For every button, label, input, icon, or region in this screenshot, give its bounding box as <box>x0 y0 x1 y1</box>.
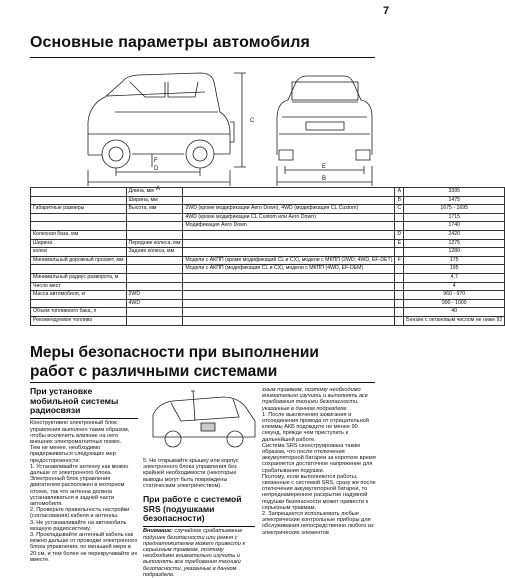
dim-letter <box>395 273 404 282</box>
table-row <box>31 239 505 248</box>
dim-label-d: D <box>154 166 159 172</box>
dim-letter <box>395 291 404 300</box>
param-sub <box>126 222 183 231</box>
param-value: 1740 <box>404 222 505 231</box>
dim-letter: C <box>395 205 404 214</box>
table-row <box>31 273 505 282</box>
param-name <box>31 196 127 205</box>
dim-letter <box>395 222 404 231</box>
param-sub <box>126 308 183 317</box>
heading-underline <box>143 526 255 527</box>
param-detail <box>183 299 395 308</box>
srs-text: 1. После выключения зажигания и отсоединения провода от отрицательной клеммы АКБ подождите не менее 90 секунд, прежде чем приступить к дальнейшей работе. Система SRS сконструирована таким образом, что после отключения аккумуляторной батареи за короткое время сохраняется достаточное напряжение для срабатывания подушки. Поэтому, если выполняются работы, связанные с системой SRS, сразу же после отключения аккумуляторной батареи, то непреднамеренное раскрытие надувной подушки безопасности может привести к серьезным травмам. 2. Запрещается использовать любые электрические контрольные приборы для обслуживания непосредственно любого из электрических элементов <box>262 411 376 536</box>
param-value: 4 <box>404 282 505 291</box>
param-detail <box>183 239 395 248</box>
param-value: 4,7 <box>404 273 505 282</box>
param-value: 960 - 970 <box>404 291 505 300</box>
safety-title-line-2: работ с различными системами <box>30 363 278 380</box>
table-row <box>31 308 505 317</box>
table-row <box>31 188 505 197</box>
param-detail <box>183 308 395 317</box>
param-detail <box>183 316 395 325</box>
param-value: 1675 - 1695 <box>404 205 505 214</box>
param-value: 1715 <box>404 213 505 222</box>
param-value: 1475 <box>404 196 505 205</box>
table-row <box>31 205 505 214</box>
dim-label-f: F <box>154 158 158 164</box>
dim-letter: B <box>395 196 404 205</box>
dim-letter <box>395 248 404 257</box>
section-title-safety <box>30 343 319 381</box>
column-radio <box>30 387 138 563</box>
table-row <box>31 282 505 291</box>
table-row <box>31 196 505 205</box>
dim-letter <box>395 308 404 317</box>
param-name: Колесная база, мм <box>31 230 127 239</box>
dim-letter: A <box>395 188 404 197</box>
table-row <box>31 291 505 300</box>
param-name: Минимальный дорожный просвет, мм <box>31 256 127 265</box>
param-value: Бензин с октановым числом не ниже 92 <box>404 316 505 325</box>
param-sub <box>126 230 183 239</box>
param-value: 1275 <box>404 239 505 248</box>
dim-letter <box>395 316 404 325</box>
radio-text: Конструктивно электронный блок управления выполнен таким образом, чтобы исключить влияние на него внешних электромагнитных помех. Тем не менее, необходимо придерживаться следующих мер предосторожности: 1. Устанавливайте антенну как можно дальше от электронного блока. Электронный блок управления двигателем расположен в моторном отсеке, так что антенна должна устанавливаться в задней части автомобиля. 2. Проверьте правильность настройки (согласования) кабеля и антенны. 3. Не устанавливайте на автомобиль мощную радиосистему. 3. Прокладывайте антенный кабель как можно дальше от проводки электронного блока управления, по меньшей мере в 20 см, и тем более не перекручивайте их вместе. <box>30 420 138 563</box>
subsection-heading-radio: При установке мобильной системы радиосвязи <box>30 386 119 415</box>
param-sub <box>126 213 183 222</box>
param-name: Ширина <box>31 239 127 248</box>
table-row <box>31 230 505 239</box>
param-sub: Длина, мм <box>126 188 183 197</box>
param-sub: Передние колеса, мм <box>126 239 183 248</box>
param-sub: 4WD <box>126 299 183 308</box>
table-row <box>31 222 505 231</box>
dim-letter: F <box>395 256 404 265</box>
page-number: 7 <box>383 5 390 17</box>
srs-warning-continued: зным травмам, поэтому необходимо внимательно изучить и выполнять все требования техники безопасности, указанные в данном подразделе. <box>262 387 368 412</box>
param-sub: Высота, мм <box>126 205 183 214</box>
param-sub: Задние колеса, мм <box>126 248 183 257</box>
param-detail: 4WD (кроме модификации CL Custom или Aero Down) <box>183 213 395 222</box>
param-name <box>31 213 127 222</box>
dim-letter: E <box>395 239 404 248</box>
param-detail: Модели с АКПП (модификации CL и CX), модели с МКПП (4WD, EF-DEM) <box>183 265 395 274</box>
param-value: 990 - 1000 <box>404 299 505 308</box>
param-detail <box>183 248 395 257</box>
param-sub <box>126 282 183 291</box>
param-detail <box>183 273 395 282</box>
param-detail: Модели с АКПП (кроме модификаций CL и CX), модели с МКПП (2WD; 4WD, EF-DET) <box>183 256 395 265</box>
table-row <box>31 299 505 308</box>
rear-wheel <box>186 140 214 168</box>
dim-letter <box>395 265 404 274</box>
param-value: 195 <box>404 265 505 274</box>
table-row <box>31 256 505 265</box>
param-sub: Ширина, мм <box>126 196 183 205</box>
param-name: Масса автомобиля, кг <box>31 291 127 300</box>
param-name <box>31 222 127 231</box>
param-value: 1280 <box>404 248 505 257</box>
param-name: Рекомендуемое топливо <box>31 316 127 325</box>
section-title-main-parameters: Основные параметры автомобиля <box>30 34 310 51</box>
param-sub <box>126 256 183 265</box>
param-value: 175 <box>404 256 505 265</box>
safety-title-line-1: Меры безопасности при выполнении <box>30 344 319 361</box>
column-srs <box>143 458 255 578</box>
ecu-installation-illustration <box>143 387 263 455</box>
param-sub: 2WD <box>126 291 183 300</box>
title-underline <box>30 57 375 58</box>
column-srs-continued <box>262 387 376 536</box>
dim-label-c: C <box>250 118 255 124</box>
param-value: 2420 <box>404 230 505 239</box>
subsection-heading-srs: При работе с системой SRS (подушками безопасности) <box>143 494 242 524</box>
table-row <box>31 248 505 257</box>
heading-underline <box>30 418 138 419</box>
dim-label-a: A <box>156 186 161 192</box>
front-wheel <box>102 140 130 168</box>
table-row <box>31 213 505 222</box>
param-value: 3395 <box>404 188 505 197</box>
caption-ecu: 5. Не открывайте крышку или корпус электронного блока управления без крайней необходимости (некоторые выводы могут быть повреждены статическим электричеством). <box>143 458 239 489</box>
param-name: Объем топливного бака, л <box>31 308 127 317</box>
param-name: Число мест <box>31 282 127 291</box>
table-row <box>31 316 505 325</box>
dim-letter <box>395 213 404 222</box>
warning-text: случайное срабатывание подушек безопасности или ремня с преднатяжителем может привести к серьезным травмам, поэтому необходимо внимательно изучить и выполнять все требования техники безопасности, указанные в данном подразделе. <box>143 528 246 578</box>
param-name <box>31 188 127 197</box>
table-row <box>31 265 505 274</box>
param-detail: 2WD (кроме модификации Aero Down), 4WD (модификация CL Custom) <box>183 205 395 214</box>
title-underline <box>30 382 375 383</box>
dim-letter <box>395 299 404 308</box>
warning-label: Внимание: <box>143 528 173 535</box>
dim-label-b: B <box>322 176 327 182</box>
dim-letter: D <box>395 230 404 239</box>
param-sub <box>126 273 183 282</box>
param-name <box>31 265 127 274</box>
specifications-table <box>30 187 505 326</box>
param-sub <box>126 316 183 325</box>
param-detail <box>183 291 395 300</box>
dim-label-e: E <box>322 164 327 170</box>
param-name: Габаритные размеры <box>31 205 127 214</box>
param-detail <box>183 282 395 291</box>
param-detail: Модификация Aero Down <box>183 222 395 231</box>
param-value: 40 <box>404 308 505 317</box>
param-detail <box>183 230 395 239</box>
param-name: колеи <box>31 248 127 257</box>
param-name: Минимальный радиус разворота, м <box>31 273 127 282</box>
param-sub <box>126 265 183 274</box>
dim-letter <box>395 282 404 291</box>
param-detail <box>183 188 395 197</box>
param-detail <box>183 196 395 205</box>
param-name <box>31 299 127 308</box>
